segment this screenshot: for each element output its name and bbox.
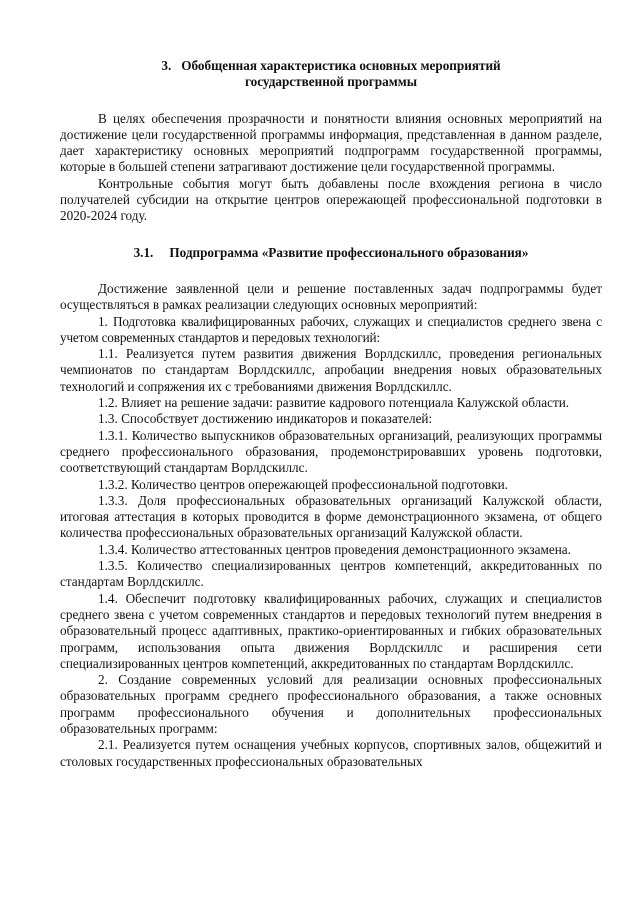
intro-paragraph-2: Контрольные события могут быть добавлены после вхождения региона в число получателей субсидии на открытие центров опережающей профессиональной подготовки в 2020-2024 году.	[60, 175, 602, 224]
intro-paragraph-1: В целях обеспечения прозрачности и понятности влияния основных мероприятий на достижение цели государственной программы информация, представленная в данном разделе, дает характеристику основных мероприятий подпрограмм государственной программы, которые в большей степени затрагивают достижение цели государственной программы.	[60, 110, 602, 175]
body-paragraph-1-2: 1.2. Влияет на решение задачи: развитие кадрового потенциала Калужской области.	[98, 395, 570, 411]
document-page	[60, 58, 602, 770]
body-paragraph-1-3-3: 1.3.3. Доля профессиональных образовательных организаций Калужской области, итоговая аттестация в которых проводится в форме демонстрационного экзамена, от общего количества профессиональных образовательных организаций Калужской области.	[60, 492, 602, 541]
section-3-title-line-1	[60, 58, 602, 74]
section-3-1-title: Подпрограмма «Развитие профессионального образования»	[169, 244, 529, 260]
section-3-title: Обобщенная характеристика основных мероприятий	[181, 58, 501, 73]
body-paragraph-1: 1. Подготовка квалифицированных рабочих, служащих и специалистов среднего звена с учетом современных стандартов и передовых технологий:	[60, 313, 602, 345]
body-paragraph-2: 2. Создание современных условий для реализации основных профессиональных образовательных программ среднего профессионального образования, а также основных программ профессионального обучения и дополнительных профессиональных образовательных программ:	[60, 672, 602, 736]
body-paragraph-2-1: 2.1. Реализуется путем оснащения учебных корпусов, спортивных залов, общежитий и столовых государственных профессиональных образовательных	[60, 737, 602, 769]
body-paragraph-1-3-5: 1.3.5. Количество специализированных центров компетенций, аккредитованных по стандартам Ворлдскиллс.	[60, 558, 602, 590]
section-3-1-heading	[60, 245, 602, 261]
section-3-1-number: 3.1.	[133, 244, 154, 260]
body-paragraph-1-4: 1.4. Обеспечит подготовку квалифицированных рабочих, служащих и специалистов среднего звена с учетом современных стандартов и передовых технологий путем внедрения в образовательный процесс адаптивных, практико-ориентированных и гибких образовательных программ, использования опыта движения Ворлдскиллс и расширения сети специализированных центров компетенций, аккредитованных по стандартам Ворлдскиллс.	[60, 590, 602, 671]
body-paragraph-1-3-4: 1.3.4. Количество аттестованных центров проведения демонстрационного экзамена.	[98, 541, 571, 557]
body-paragraph-1-3-1: 1.3.1. Количество выпускников образовательных организаций, реализующих программы среднего профессионального образования, продемонстрировавших уровень подготовки, соответствующий стандартам Ворлдскиллс.	[60, 427, 602, 476]
body-paragraph-1-3: 1.3. Способствует достижению индикаторов и показателей:	[98, 411, 433, 427]
body-paragraph-1-3-2: 1.3.2. Количество центров опережающей профессиональной подготовки.	[98, 476, 508, 492]
body-paragraph-intro: Достижение заявленной цели и решение поставленных задач подпрограммы будет осуществляться в рамках реализации следующих основных мероприятий:	[60, 280, 602, 313]
body-paragraph-1-1: 1.1. Реализуется путем развития движения Ворлдскиллс, проведения региональных чемпионатов по стандартам Ворлдскиллс, апробации внедрения новых образовательных технологий и сопряжения их с требованиями движения Ворлдскиллс.	[60, 346, 602, 394]
section-3-title-line-2: государственной программы	[245, 74, 417, 90]
section-3-heading	[60, 58, 602, 91]
section-3-number: 3.	[161, 58, 172, 73]
